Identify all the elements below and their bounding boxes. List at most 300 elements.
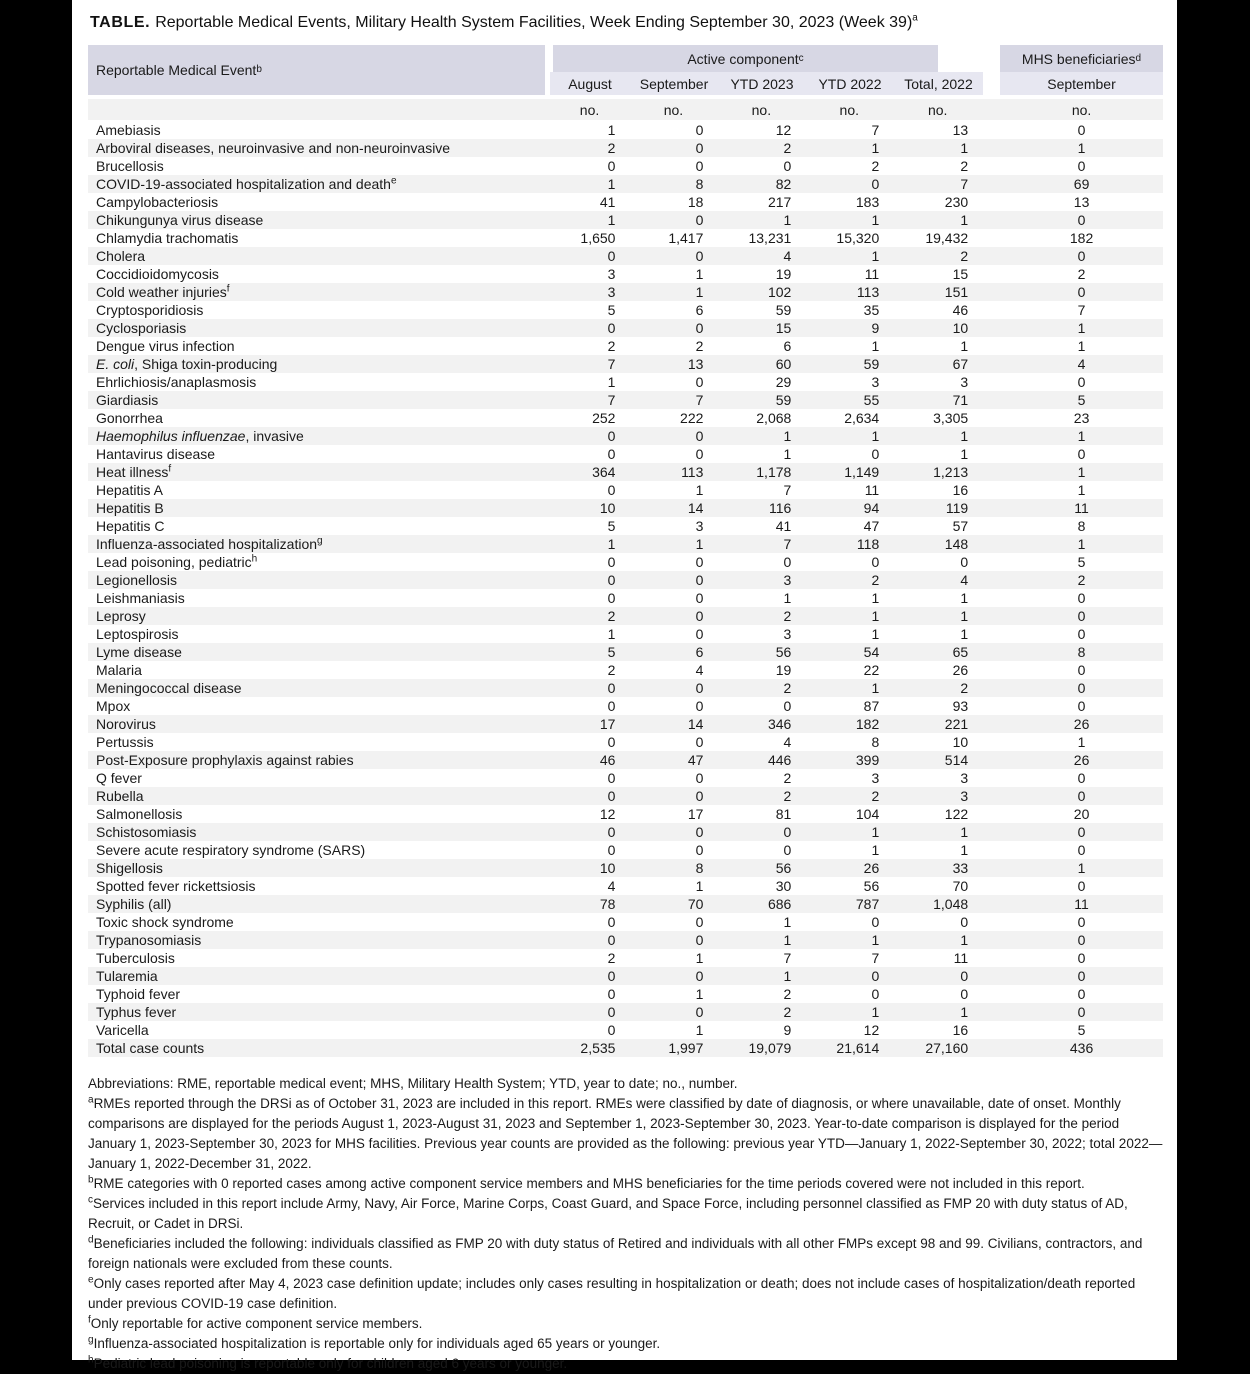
value-cell: 0 bbox=[695, 554, 704, 570]
table-body bbox=[88, 121, 1163, 1057]
event-name: Cyclosporiasis bbox=[96, 320, 187, 336]
value-cell: 82 bbox=[775, 176, 792, 192]
value-cell: 0 bbox=[1077, 284, 1086, 300]
value-cell: 1 bbox=[783, 932, 792, 948]
value-cell: 23 bbox=[1073, 410, 1090, 426]
value-cell: 6 bbox=[783, 338, 792, 354]
value-cell: 0 bbox=[1077, 968, 1086, 984]
value-cell: 1 bbox=[871, 680, 880, 696]
event-name: Schistosomiasis bbox=[96, 824, 197, 840]
footnote: $^d$Beneficiaries included the following: individuals classified as FMP 20 with duty status of Retired and individuals with all other FMPs except 98 and 99. Civilians, contractors, and foreign nationals were excluded from these counts. bbox=[88, 1234, 1143, 1271]
value-cell: 0 bbox=[607, 248, 616, 264]
value-cell: 19,432 bbox=[925, 230, 969, 246]
value-cell: 1 bbox=[607, 626, 616, 642]
value-cell: 1 bbox=[607, 536, 616, 552]
value-cell: 252 bbox=[592, 410, 616, 426]
event-name: Meningococcal disease bbox=[96, 680, 242, 696]
value-cell: 59 bbox=[775, 302, 792, 318]
value-cell: 1 bbox=[1077, 482, 1086, 498]
value-cell: 0 bbox=[695, 572, 704, 588]
table-row bbox=[88, 535, 1163, 553]
footnote: $^e$Only cases reported after May 4, 2023 case definition update; includes only cases resulting in hospitalization or death; does not include cases of hospitalization/death reported under previous COVID-19 case definition. bbox=[88, 1274, 1136, 1311]
value-cell: 2 bbox=[960, 248, 969, 264]
value-cell: 3 bbox=[783, 626, 792, 642]
value-cell: 1 bbox=[871, 608, 880, 624]
value-cell: 8 bbox=[695, 860, 704, 876]
value-cell: 15 bbox=[775, 320, 792, 336]
value-cell: 1 bbox=[783, 212, 792, 228]
value-cell: 7 bbox=[607, 356, 616, 372]
table-row bbox=[88, 229, 1163, 247]
event-name: Hepatitis A bbox=[96, 482, 163, 498]
value-cell: 47 bbox=[863, 518, 880, 534]
table-title-text: Reportable Medical Events, Military Health System Facilities, Week Ending September 30, 2023 (Week 39) bbox=[155, 14, 913, 31]
value-cell: 151 bbox=[944, 284, 969, 300]
value-cell: 2 bbox=[695, 338, 704, 354]
value-cell: 55 bbox=[863, 392, 880, 408]
event-name: Toxic shock syndrome bbox=[96, 914, 234, 930]
value-cell: 8 bbox=[871, 734, 880, 750]
table-row bbox=[88, 607, 1163, 625]
table-row bbox=[88, 517, 1163, 535]
footnote: $^f$Only reportable for active component service members. bbox=[88, 1314, 423, 1331]
rme-table bbox=[88, 45, 1163, 1057]
table-row bbox=[88, 247, 1163, 265]
value-cell: 1 bbox=[695, 284, 704, 300]
footnote: $^g$Influenza-associated hospitalization is reportable only for individuals aged 65 years or younger. bbox=[88, 1334, 661, 1351]
value-cell: 5 bbox=[1077, 554, 1086, 570]
value-cell: 1 bbox=[871, 140, 880, 156]
value-cell: 1 bbox=[607, 212, 616, 228]
event-name: Shigellosis bbox=[96, 860, 163, 876]
event-name: Pertussis bbox=[96, 734, 154, 750]
value-cell: 1 bbox=[783, 428, 792, 444]
value-cell: 118 bbox=[856, 536, 880, 552]
value-cell: 3 bbox=[695, 518, 704, 534]
table-row bbox=[88, 193, 1163, 211]
value-cell: 122 bbox=[944, 806, 969, 822]
value-cell: 0 bbox=[695, 680, 704, 696]
value-cell: 2 bbox=[1077, 266, 1086, 282]
value-cell: 1,213 bbox=[933, 464, 969, 480]
value-cell: 0 bbox=[783, 842, 792, 858]
event-name: COVID-19-associated hospitalization and death$^e$ bbox=[96, 176, 397, 192]
column-group-label: Active component bbox=[687, 50, 799, 67]
value-cell: 1 bbox=[695, 950, 704, 966]
value-cell: 1 bbox=[871, 842, 880, 858]
document-sheet bbox=[72, 0, 1177, 1371]
value-cell: 8 bbox=[695, 176, 704, 192]
footnote: Abbreviations: RME, reportable medical event; MHS, Military Health System; YTD, year to date; no., number. bbox=[88, 1076, 738, 1091]
value-cell: 182 bbox=[855, 716, 880, 732]
table-row bbox=[88, 481, 1163, 499]
value-cell: 19,079 bbox=[748, 1040, 792, 1056]
value-cell: 1 bbox=[871, 428, 880, 444]
table-row bbox=[88, 625, 1163, 643]
event-name: E. coli, Shiga toxin-producing bbox=[96, 356, 278, 372]
value-cell: 0 bbox=[607, 320, 616, 336]
value-cell: 1,650 bbox=[580, 230, 616, 246]
table-row bbox=[88, 769, 1163, 787]
table-row bbox=[88, 121, 1163, 139]
value-cell: 0 bbox=[607, 698, 616, 714]
event-name: Trypanosomiasis bbox=[96, 932, 202, 948]
event-name: Spotted fever rickettsiosis bbox=[96, 878, 256, 894]
value-cell: 0 bbox=[607, 428, 616, 444]
value-cell: 0 bbox=[871, 914, 880, 930]
event-name: Brucellosis bbox=[96, 158, 164, 174]
value-cell: 0 bbox=[1077, 878, 1086, 894]
value-cell: 0 bbox=[1077, 914, 1086, 930]
event-name: Syphilis (all) bbox=[96, 896, 172, 912]
table-row bbox=[88, 319, 1163, 337]
value-cell: 0 bbox=[1077, 446, 1086, 462]
value-cell: 7 bbox=[783, 482, 792, 498]
table-row bbox=[88, 895, 1163, 913]
value-cell: 364 bbox=[592, 464, 616, 480]
value-cell: 1 bbox=[695, 536, 704, 552]
event-name: Leishmaniasis bbox=[96, 590, 185, 606]
value-cell: 16 bbox=[952, 1022, 969, 1038]
value-cell: 21,614 bbox=[836, 1040, 880, 1056]
table-row bbox=[88, 373, 1163, 391]
value-cell: 7 bbox=[783, 536, 792, 552]
value-cell: 1 bbox=[1077, 140, 1086, 156]
column-header-ytd-2022: YTD 2022 bbox=[818, 75, 882, 92]
value-cell: 13 bbox=[952, 122, 969, 138]
value-cell: 1 bbox=[1077, 536, 1086, 552]
value-cell: 0 bbox=[695, 608, 704, 624]
value-cell: 7 bbox=[871, 122, 880, 138]
value-cell: 217 bbox=[767, 194, 792, 210]
table-row bbox=[88, 931, 1163, 949]
value-cell: 70 bbox=[687, 896, 704, 912]
value-cell: 6 bbox=[695, 302, 704, 318]
value-cell: 1 bbox=[1077, 464, 1086, 480]
value-cell: 1,048 bbox=[933, 896, 969, 912]
value-cell: 22 bbox=[863, 662, 880, 678]
value-cell: 1 bbox=[871, 212, 880, 228]
value-cell: 1 bbox=[1077, 338, 1086, 354]
value-cell: 3 bbox=[960, 788, 969, 804]
footnote: $^h$Pediatric lead poisoning is reportable only for children aged 6 years or younger. bbox=[88, 1354, 568, 1371]
value-cell: 0 bbox=[1077, 770, 1086, 786]
table-row bbox=[88, 463, 1163, 481]
value-cell: 7 bbox=[960, 176, 969, 192]
table-row bbox=[88, 679, 1163, 697]
value-cell: 148 bbox=[944, 536, 969, 552]
column-group-active-component: Active component c bbox=[553, 45, 938, 72]
value-cell: 0 bbox=[1077, 986, 1086, 1002]
footnote: $^b$RME categories with 0 reported cases among active component service members and MHS beneficiaries for the time periods covered were not included in this report. bbox=[88, 1174, 1085, 1191]
value-cell: 14 bbox=[687, 500, 704, 516]
value-cell: 0 bbox=[695, 158, 704, 174]
event-name: Chlamydia trachomatis bbox=[96, 230, 239, 246]
value-cell: 0 bbox=[871, 554, 880, 570]
table-row bbox=[88, 859, 1163, 877]
value-cell: 0 bbox=[871, 446, 880, 462]
event-name: Amebiasis bbox=[96, 122, 161, 138]
event-name: Haemophilus influenzae, invasive bbox=[96, 428, 304, 444]
value-cell: 4 bbox=[1077, 356, 1086, 372]
value-cell: 46 bbox=[599, 752, 616, 768]
value-cell: 0 bbox=[960, 986, 969, 1002]
value-cell: 70 bbox=[952, 878, 969, 894]
value-cell: 3 bbox=[960, 770, 969, 786]
value-cell: 8 bbox=[1077, 518, 1086, 534]
value-cell: 2 bbox=[783, 608, 792, 624]
footnote: $^a$RMEs reported through the DRSi as of October 31, 2023 are included in this report. RMEs were classified by date of diagnosis, or where unavailable, date of onset. Monthly comparisons are displayed for the periods August 1, 2023-August 31, 2023 and September 1, 2023-September 30, 2023. Year-to-date comparison is displayed for the period January 1, 2023-September 30, 2023 for MHS facilities. Previous year counts are provided as the following: previous year YTD—January 1, 2022-September 30, 2022; total 2022—January 1, 2022-December 31, 2022. bbox=[88, 1094, 1163, 1171]
value-cell: 0 bbox=[1077, 158, 1086, 174]
event-name: Tuberculosis bbox=[96, 950, 175, 966]
table-row bbox=[88, 751, 1163, 769]
value-cell: 94 bbox=[863, 500, 880, 516]
value-cell: 3 bbox=[960, 374, 969, 390]
value-cell: 60 bbox=[775, 356, 792, 372]
value-cell: 1 bbox=[871, 338, 880, 354]
value-cell: 2 bbox=[783, 986, 792, 1002]
value-cell: 27,160 bbox=[925, 1040, 969, 1056]
value-cell: 7 bbox=[783, 950, 792, 966]
value-cell: 0 bbox=[1077, 248, 1086, 264]
value-cell: 436 bbox=[1069, 1040, 1094, 1056]
event-name: Norovirus bbox=[96, 716, 156, 732]
table-row bbox=[88, 265, 1163, 283]
subheader-band bbox=[550, 72, 983, 95]
table-row bbox=[88, 445, 1163, 463]
event-name: Leptospirosis bbox=[96, 626, 179, 642]
footnote: $^c$Services included in this report include Army, Navy, Air Force, Marine Corps, Coast Guard, and Space Force, including personnel classified as FMP 20 with duty status of AD, Recruit, or Cadet in DRSi. bbox=[88, 1194, 1128, 1231]
value-cell: 59 bbox=[863, 356, 880, 372]
value-cell: 19 bbox=[775, 662, 792, 678]
value-cell: 2 bbox=[960, 680, 969, 696]
value-cell: 1 bbox=[783, 590, 792, 606]
value-cell: 12 bbox=[775, 122, 792, 138]
value-cell: 0 bbox=[695, 428, 704, 444]
value-cell: 1 bbox=[960, 1004, 969, 1020]
value-cell: 446 bbox=[767, 752, 792, 768]
value-cell: 14 bbox=[687, 716, 704, 732]
table-row bbox=[88, 841, 1163, 859]
value-cell: 2 bbox=[871, 788, 880, 804]
event-name: Coccidioidomycosis bbox=[96, 266, 219, 282]
table-title-footnote-marker: a bbox=[912, 12, 918, 24]
table-row bbox=[88, 661, 1163, 679]
value-cell: 0 bbox=[607, 842, 616, 858]
event-name: Tularemia bbox=[96, 968, 158, 984]
table-row bbox=[88, 499, 1163, 517]
value-cell: 93 bbox=[952, 698, 969, 714]
value-cell: 3 bbox=[783, 572, 792, 588]
value-cell: 1 bbox=[695, 1022, 704, 1038]
value-cell: 2,634 bbox=[844, 410, 880, 426]
table-row bbox=[88, 301, 1163, 319]
value-cell: 69 bbox=[1073, 176, 1090, 192]
value-cell: 41 bbox=[775, 518, 792, 534]
value-cell: 35 bbox=[863, 302, 880, 318]
value-cell: 13,231 bbox=[748, 230, 792, 246]
value-cell: 0 bbox=[607, 446, 616, 462]
column-group-label: MHS beneficiaries bbox=[1021, 50, 1136, 67]
value-cell: 1 bbox=[960, 428, 969, 444]
value-cell: 0 bbox=[695, 842, 704, 858]
value-cell: 0 bbox=[607, 932, 616, 948]
value-cell: 18 bbox=[687, 194, 704, 210]
value-cell: 33 bbox=[952, 860, 969, 876]
value-cell: 182 bbox=[1069, 230, 1094, 246]
event-name: Varicella bbox=[96, 1022, 149, 1038]
value-cell: 5 bbox=[607, 644, 616, 660]
value-cell: 0 bbox=[607, 788, 616, 804]
value-cell: 0 bbox=[695, 914, 704, 930]
value-cell: 514 bbox=[944, 752, 969, 768]
table-row bbox=[88, 391, 1163, 409]
event-name: Post-Exposure prophylaxis against rabies bbox=[96, 752, 354, 768]
value-cell: 11 bbox=[953, 950, 969, 966]
value-cell: 0 bbox=[607, 680, 616, 696]
value-cell: 10 bbox=[952, 320, 969, 336]
value-cell: 7 bbox=[695, 392, 704, 408]
table-row bbox=[88, 211, 1163, 229]
table-row bbox=[88, 643, 1163, 661]
column-header-ytd-2023: YTD 2023 bbox=[730, 75, 794, 92]
column-header-total-2022: Total, 2022 bbox=[904, 75, 973, 92]
event-name: Q fever bbox=[96, 770, 142, 786]
value-cell: 2 bbox=[871, 572, 880, 588]
event-name: Hantavirus disease bbox=[96, 446, 216, 462]
value-cell: 0 bbox=[695, 1004, 704, 1020]
value-cell: 346 bbox=[767, 716, 792, 732]
table-row bbox=[88, 337, 1163, 355]
units-label: no. bbox=[927, 101, 948, 118]
event-name: Campylobacteriosis bbox=[96, 194, 219, 210]
value-cell: 12 bbox=[599, 806, 616, 822]
table-row bbox=[88, 949, 1163, 967]
value-cell: 1 bbox=[871, 1004, 880, 1020]
units-label: no. bbox=[579, 101, 600, 118]
value-cell: 2 bbox=[607, 338, 616, 354]
value-cell: 7 bbox=[1077, 302, 1086, 318]
table-row bbox=[88, 157, 1163, 175]
value-cell: 1 bbox=[960, 932, 969, 948]
value-cell: 0 bbox=[695, 248, 704, 264]
value-cell: 0 bbox=[1077, 374, 1086, 390]
value-cell: 3 bbox=[871, 374, 880, 390]
value-cell: 1 bbox=[960, 446, 969, 462]
value-cell: 2 bbox=[783, 770, 792, 786]
value-cell: 1 bbox=[607, 176, 616, 192]
value-cell: 59 bbox=[775, 392, 792, 408]
value-cell: 0 bbox=[695, 446, 704, 462]
value-cell: 0 bbox=[1077, 626, 1086, 642]
event-name: Giardiasis bbox=[96, 392, 159, 408]
value-cell: 0 bbox=[871, 176, 880, 192]
value-cell: 56 bbox=[863, 878, 880, 894]
units-label: no. bbox=[751, 101, 772, 118]
value-cell: 1 bbox=[695, 986, 704, 1002]
table-row bbox=[88, 823, 1163, 841]
table-header bbox=[88, 45, 1163, 95]
value-cell: 1 bbox=[1077, 860, 1086, 876]
column-header-mhs-september: September bbox=[1000, 72, 1163, 95]
value-cell: 67 bbox=[952, 356, 969, 372]
value-cell: 1,417 bbox=[668, 230, 704, 246]
table-title bbox=[90, 14, 1163, 32]
value-cell: 2 bbox=[607, 950, 616, 966]
event-name: Cholera bbox=[96, 248, 146, 264]
value-cell: 1 bbox=[695, 266, 704, 282]
column-group-mhs-beneficiaries: MHS beneficiaries d bbox=[1000, 45, 1163, 72]
event-name: Arboviral diseases, neuroinvasive and non-neuroinvasive bbox=[96, 140, 451, 156]
table-row bbox=[88, 733, 1163, 751]
value-cell: 0 bbox=[607, 482, 616, 498]
event-name: Influenza-associated hospitalization$^g$ bbox=[96, 536, 323, 552]
units-label: no. bbox=[1071, 101, 1092, 118]
value-cell: 0 bbox=[607, 1004, 616, 1020]
value-cell: 1 bbox=[695, 482, 704, 498]
value-cell: 116 bbox=[768, 500, 792, 516]
value-cell: 19 bbox=[775, 266, 792, 282]
event-name: Salmonellosis bbox=[96, 806, 183, 822]
value-cell: 1 bbox=[783, 968, 792, 984]
value-cell: 0 bbox=[695, 932, 704, 948]
units-row bbox=[88, 99, 1163, 120]
table-row bbox=[88, 553, 1163, 571]
value-cell: 0 bbox=[607, 770, 616, 786]
value-cell: 87 bbox=[863, 698, 880, 714]
value-cell: 230 bbox=[944, 194, 969, 210]
table-row bbox=[88, 877, 1163, 895]
value-cell: 1 bbox=[1077, 320, 1086, 336]
table-row bbox=[88, 409, 1163, 427]
table-row bbox=[88, 787, 1163, 805]
value-cell: 41 bbox=[599, 194, 616, 210]
value-cell: 13 bbox=[1073, 194, 1090, 210]
value-cell: 102 bbox=[767, 284, 792, 300]
event-name: Rubella bbox=[96, 788, 144, 804]
value-cell: 4 bbox=[960, 572, 969, 588]
value-cell: 1 bbox=[607, 122, 616, 138]
event-name: Legionellosis bbox=[96, 572, 177, 588]
value-cell: 65 bbox=[952, 644, 969, 660]
table-row bbox=[88, 283, 1163, 301]
value-cell: 0 bbox=[783, 698, 792, 714]
value-cell: 5 bbox=[1077, 1022, 1086, 1038]
value-cell: 399 bbox=[855, 752, 880, 768]
value-cell: 183 bbox=[855, 194, 880, 210]
value-cell: 787 bbox=[855, 896, 880, 912]
value-cell: 2,068 bbox=[756, 410, 792, 426]
value-cell: 0 bbox=[1077, 212, 1086, 228]
value-cell: 2 bbox=[783, 680, 792, 696]
value-cell: 30 bbox=[775, 878, 792, 894]
value-cell: 2 bbox=[607, 140, 616, 156]
value-cell: 26 bbox=[863, 860, 880, 876]
value-cell: 15,320 bbox=[836, 230, 880, 246]
value-cell: 1 bbox=[960, 212, 969, 228]
value-cell: 1 bbox=[960, 626, 969, 642]
value-cell: 0 bbox=[1077, 122, 1086, 138]
value-cell: 71 bbox=[952, 392, 969, 408]
value-cell: 0 bbox=[1077, 1004, 1086, 1020]
value-cell: 0 bbox=[871, 986, 880, 1002]
value-cell: 2 bbox=[607, 662, 616, 678]
value-cell: 1 bbox=[960, 140, 969, 156]
column-header-label: Reportable Medical Event bbox=[96, 62, 257, 78]
value-cell: 1,149 bbox=[844, 464, 880, 480]
value-cell: 17 bbox=[687, 806, 704, 822]
event-name: Gonorrhea bbox=[96, 410, 163, 426]
